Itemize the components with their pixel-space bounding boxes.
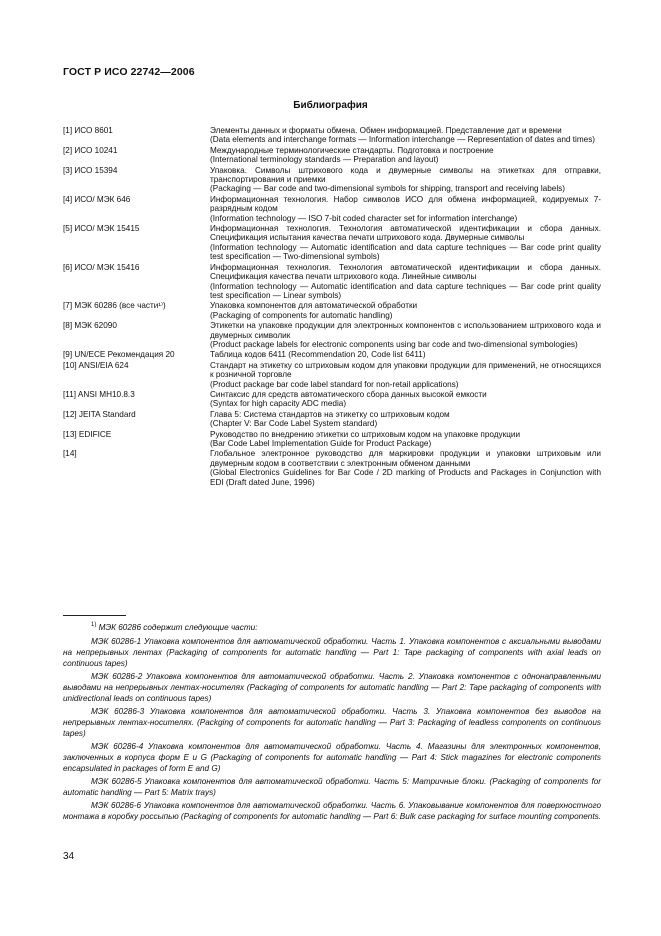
bibliography-title: Библиография <box>293 100 368 111</box>
reference-entry <box>63 146 601 165</box>
reference-line: (Information technology — Automatic identification and data capture techniques — Bar code print quality test specification — Linear symbols) <box>210 281 601 300</box>
reference-id: [3] ИСО 15394 <box>63 165 118 175</box>
reference-text <box>210 410 601 429</box>
reference-entry <box>63 390 601 409</box>
reference-text <box>210 390 601 409</box>
reference-entry <box>63 449 601 487</box>
reference-entry <box>63 321 601 349</box>
reference-line: (Bar Code Label Implementation Guide for Product Package) <box>210 439 432 448</box>
reference-line: Информационная технология. Технология автоматической идентификации и сбора данных. Спецификация испытания качества печати штрихового кода. Двумерные символы <box>210 224 601 243</box>
reference-line: (Product package bar code label standard for non-retail applications) <box>210 379 459 389</box>
reference-line: (Product package labels for electronic components using bar code and two-dimensional symbologies) <box>210 339 578 349</box>
reference-id: [4] ИСО/ МЭК 646 <box>63 194 131 204</box>
reference-text <box>210 449 601 487</box>
reference-entry <box>63 350 601 359</box>
footnote-item: МЭК 60286-6 Упаковка компонентов для автоматической обработки. Часть 6. Упаковывание компонентов для поверхностного монтажа в коробку россыпью (Packaging of components for automatic handling — Part 6: Bulk case packaging for surface mounting components. <box>63 801 601 821</box>
reference-line: Таблица кодов 6411 (Recommendation 20, Code list 6411) <box>210 350 426 360</box>
reference-entry <box>63 361 601 389</box>
reference-line: Упаковка компонентов для автоматической обработки <box>210 301 418 311</box>
reference-line: (Global Electronics Guidelines for Bar Code / 2D marking of Products and Packages in Conjunction with EDI (Draft dated June, 1996) <box>210 468 601 487</box>
footnote-item: МЭК 60286-3 Упаковка компонентов для автоматической обработки. Часть 3. Упаковка компонентов без выводов на непрерывных лентах-носителях. (Packging of components for automatic handling — Part 3: Packaging of leadless components on continuous tapes) <box>63 707 601 738</box>
footnote-item: МЭК 60286-2 Упаковка компонентов для автоматической обработки. Часть 2. Упаковка компонентов с однонаправленными выводами на непрерывных лентах-носителях (Packaging of components for automatic handling — Part 2: Tape packaging of components with unidirectional leads on continuous tapes) <box>63 672 601 703</box>
reference-entry <box>63 301 601 320</box>
page-number: 34 <box>63 851 75 862</box>
reference-line: (Packaging — Bar code and two-dimensional symbols for shipping, transport and receiving labels) <box>210 184 565 194</box>
reference-entry <box>63 166 601 194</box>
reference-id: [1] ИСО 8601 <box>63 126 113 135</box>
reference-id: [12] JEITA Standard <box>63 409 136 419</box>
reference-id: [13] EDIFICE <box>63 429 112 439</box>
reference-entry <box>63 126 601 145</box>
reference-line: Глобальное электронное руководство для маркировки продукции и упаковки штриховым или двумерным кодом в соответствии с электронным обменом данными <box>210 449 601 468</box>
reference-text <box>210 195 601 223</box>
reference-text <box>210 321 601 349</box>
reference-text <box>210 430 601 449</box>
reference-id: [5] ИСО/ МЭК 15415 <box>63 224 140 234</box>
reference-id: [10] ANSI/EIA 624 <box>63 360 129 370</box>
reference-line: Руководство по внедрению этикетки со штриховым кодом на упаковке продукции <box>210 429 521 439</box>
reference-text <box>210 224 601 262</box>
reference-entry <box>63 410 601 429</box>
reference-id: [2] ИСО 10241 <box>63 145 118 155</box>
reference-line: (International terminology standards — Preparation and layout) <box>210 155 439 165</box>
reference-text <box>210 166 601 194</box>
footnote-intro-text: МЭК 60286 содержит следующие части: <box>98 623 258 632</box>
reference-list <box>63 126 601 488</box>
footnotes <box>63 622 601 824</box>
reference-text <box>210 146 601 165</box>
reference-entry <box>63 195 601 223</box>
footnote-item: МЭК 60286-5 Упаковка компонентов для автоматической обработки. Часть 5: Матричные блоки. (Packaging of components for automatic handling — Part 5: Matrix trays) <box>63 777 601 797</box>
reference-id: [11] ANSI MH10.8.3 <box>63 389 135 399</box>
reference-text <box>210 350 601 359</box>
reference-line: Этикетки на упаковке продукции для электронных компонентов с использованием штрихового кода и двумерных символик <box>210 321 601 340</box>
reference-text <box>210 361 601 389</box>
reference-line: Глава 5: Система стандартов на этикетку со штриховым кодом <box>210 409 450 419</box>
reference-line: Синтаксис для средств автоматического сбора данных высокой емкости <box>210 389 487 399</box>
reference-line: Информационная технология. Технология автоматической идентификации и сбора данных. Спецификация качества печати штрихового кода. Линейные символы <box>210 262 601 282</box>
reference-text <box>210 263 601 301</box>
reference-line: (Packaging of components for automatic handling) <box>210 310 393 320</box>
reference-id: [7] МЭК 60286 (все части¹⁾) <box>63 301 166 311</box>
reference-line: (Data elements and interchange formats — Information interchange — Representation of dates and times) <box>210 135 596 145</box>
reference-entry <box>63 430 601 449</box>
reference-line: (Syntax for high capacity ADC media) <box>210 399 347 409</box>
reference-line: Стандарт на этикетку со штриховым кодом для упаковки продукции для применений, не относящихся к розничной торговле <box>210 360 601 380</box>
reference-line: Упаковка. Символы штрихового кода и двумерные символы на этикетках для отправки, транспортирования и приемки <box>210 165 601 185</box>
reference-entry <box>63 224 601 262</box>
reference-line: (Information technology — ISO 7-bit coded character set for information interchange) <box>210 213 518 223</box>
footnote-divider <box>63 615 126 616</box>
footnote-intro <box>63 622 601 633</box>
footnote-item: МЭК 60286-4 Упаковка компонентов для автоматической обработки. Часть 4. Магазины для электронных компонентов, заключенных в корпуса форм E и G (Packaging of components for automatic handling — Part 4: Stick magazines for electronic components encapsulated in packages of form E and G) <box>63 742 601 773</box>
reference-text <box>210 301 601 320</box>
page-header: ГОСТ Р ИСО 22742—2006 <box>63 66 195 78</box>
reference-id: [6] ИСО/ МЭК 15416 <box>63 262 140 272</box>
reference-id: [14] <box>63 449 77 459</box>
reference-id: [8] МЭК 62090 <box>63 321 117 331</box>
reference-line: Международные терминологические стандарты. Подготовка и построение <box>210 145 494 155</box>
reference-id: [9] UN/ECE Рекомендация 20 <box>63 350 175 360</box>
reference-line: (Information technology — Automatic identification and data capture techniques — Bar code print quality test specification — Two-dimensional symbols) <box>210 242 601 262</box>
reference-entry <box>63 263 601 301</box>
reference-line: Информационная технология. Набор символов ИСО для обмена информацией, кодируемых 7-разрядным кодом <box>210 194 601 214</box>
footnote-item: МЭК 60286-1 Упаковка компонентов для автоматической обработки. Часть 1. Упаковка компонентов с аксиальными выводами на непрерывных лентах (Packaging of components for automatic handling — Part 1: Tape packaging of components with axial leads on continuous tapes) <box>63 637 601 668</box>
footnote-marker: 1) <box>91 622 97 628</box>
reference-line: (Chapter V: Bar Code Label System standard) <box>210 419 378 429</box>
reference-line: Элементы данных и форматы обмена. Обмен информацией. Представление дат и времени <box>210 126 562 135</box>
reference-text <box>210 126 601 145</box>
